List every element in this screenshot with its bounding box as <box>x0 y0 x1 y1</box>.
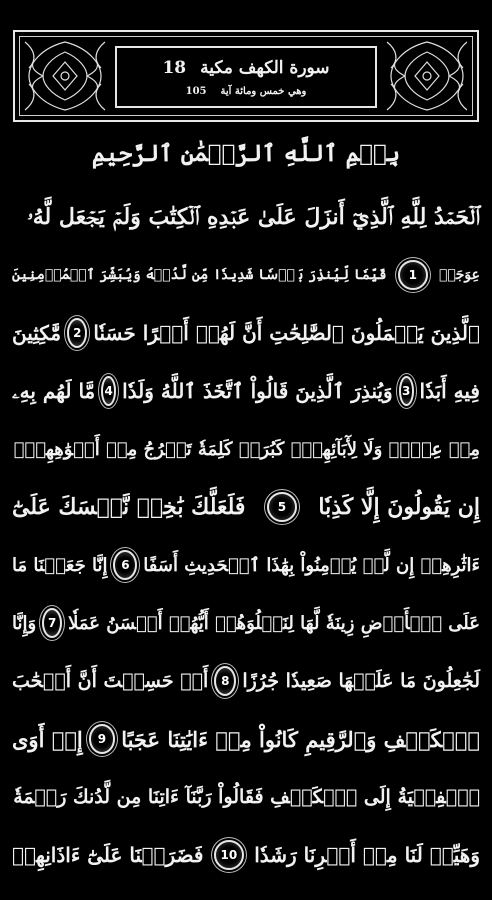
line-text: وَيُنذِرَ ٱلَّذِينَ قَالُواْ ٱتَّخَذَ ٱللَّهُ وَلَدٗا <box>122 379 393 403</box>
ayah-marker: 5 <box>267 492 297 522</box>
line-text: قَيِّمٗا لِّيُنذِرَ بَأۡسٗا شَدِيدٗا مِّن لَّدُنۡهُ وَيُبَشِّرَ ٱلۡمُؤۡمِنِينَ <box>12 267 387 283</box>
text-line-3 <box>12 304 480 362</box>
surah-title-box <box>115 46 377 108</box>
basmala: بِسۡمِ ٱللَّهِ ٱلرَّحۡمَٰنِ ٱلرَّحِيمِ <box>91 140 401 167</box>
line-text: ٱلۡحَمۡدُ لِلَّهِ ٱلَّذِيٓ أَنزَلَ عَلَىٰ عَبۡدِهِ ٱلۡكِتَٰبَ وَلَمۡ يَجۡعَل لَّهُۥ <box>27 204 480 230</box>
line-text: فَضَرَبۡنَا عَلَىٰٓ ءَاذَانِهِمۡ <box>12 843 204 867</box>
ayah-marker: 8 <box>214 666 236 696</box>
ayah-marker: 6 <box>113 550 137 580</box>
ayah-marker: 10 <box>214 840 244 870</box>
verses-count: 105 <box>185 86 207 97</box>
line-text: إِنَّا جَعَلۡنَا مَا <box>12 554 108 576</box>
text-line-4 <box>12 362 480 420</box>
line-text: ٱلۡكَهۡفِ وَٱلرَّقِيمِ كَانُواْ مِنۡ ءَايَٰتِنَا عَجَبًا <box>121 726 480 752</box>
text-line-6 <box>12 478 480 536</box>
line-text: ٱلَّذِينَ يَعۡمَلُونَ ٱلصَّٰلِحَٰتِ أَنَّ لَهُمۡ أَجۡرًا حَسَنٗا <box>93 321 480 345</box>
verses-text: وهي خمس ومائة آية <box>220 86 307 97</box>
line-text: فِيهِ أَبَدٗا <box>419 379 480 403</box>
line-text: وَهَيِّئۡ لَنَا مِنۡ أَمۡرِنَا رَشَدٗا <box>254 843 480 867</box>
surah-header <box>13 30 479 122</box>
text-line-12 <box>12 826 480 884</box>
line-text: ءَاثَٰرِهِمۡ إِن لَّمۡ يُؤۡمِنُواْ بِهَٰذَا ٱلۡحَدِيثِ أَسَفًا <box>143 554 480 576</box>
line-text: عِوَجَاۜ <box>438 267 480 283</box>
line-text: ٱلۡفِتۡيَةُ إِلَى ٱلۡكَهۡفِ فَقَالُواْ رَبَّنَآ ءَاتِنَا مِن لَّدُنكَ رَحۡمَةٗ <box>13 786 480 808</box>
line-text: لَجَٰعِلُونَ مَا عَلَيۡهَا صَعِيدٗا جُرُزًا <box>242 670 480 692</box>
text-line-8 <box>12 594 480 652</box>
line-text: مِنۡ عِلۡمٖ وَلَا لِأٓبَآئِهِمۡۚ كَبُرَتۡ كَلِمَةٗ تَخۡرُجُ مِنۡ أَفۡوَٰهِهِمۡۚ <box>13 438 480 460</box>
ayah-marker: 9 <box>89 724 115 754</box>
surah-title: سورة الكهف مكية <box>200 58 330 78</box>
line-text: عَلَى ٱلۡأَرۡضِ زِينَةٗ لَّهَا لِنَبۡلُوَهُمۡ أَيُّهُمۡ أَحۡسَنُ عَمَلٗا <box>68 612 480 634</box>
line-text: إِذۡ أَوَى <box>12 726 83 752</box>
ayah-marker: 2 <box>67 318 87 348</box>
line-text: مَّٰكِثِينَ <box>12 321 62 345</box>
text-line-7 <box>12 536 480 594</box>
text-line-5 <box>12 420 480 478</box>
text-line-11 <box>12 768 480 826</box>
ayah-marker: 1 <box>398 260 428 290</box>
text-line-2 <box>12 246 480 304</box>
ayah-marker: 4 <box>101 376 116 406</box>
ayah-marker: 7 <box>42 608 62 638</box>
verse-lines <box>12 188 480 884</box>
right-arabesque-ornament <box>383 38 471 114</box>
text-line-10 <box>12 710 480 768</box>
left-arabesque-ornament <box>21 38 109 114</box>
line-text: وَإِنَّا <box>12 612 37 634</box>
ayah-marker: 3 <box>399 376 414 406</box>
page-number: 18 <box>162 58 187 78</box>
line-text: أَمۡ حَسِبۡتَ أَنَّ أَصۡحَٰبَ <box>12 670 209 692</box>
text-line-9 <box>12 652 480 710</box>
text-line-1 <box>12 188 480 246</box>
line-text: إِن يَقُولُونَ إِلَّا كَذِبٗا <box>318 494 480 520</box>
line-text: فَلَعَلَّكَ بَٰخِعٞ نَّفۡسَكَ عَلَىٰٓ <box>12 494 246 520</box>
line-text: مَّا لَهُم بِهِۦ <box>12 379 96 403</box>
